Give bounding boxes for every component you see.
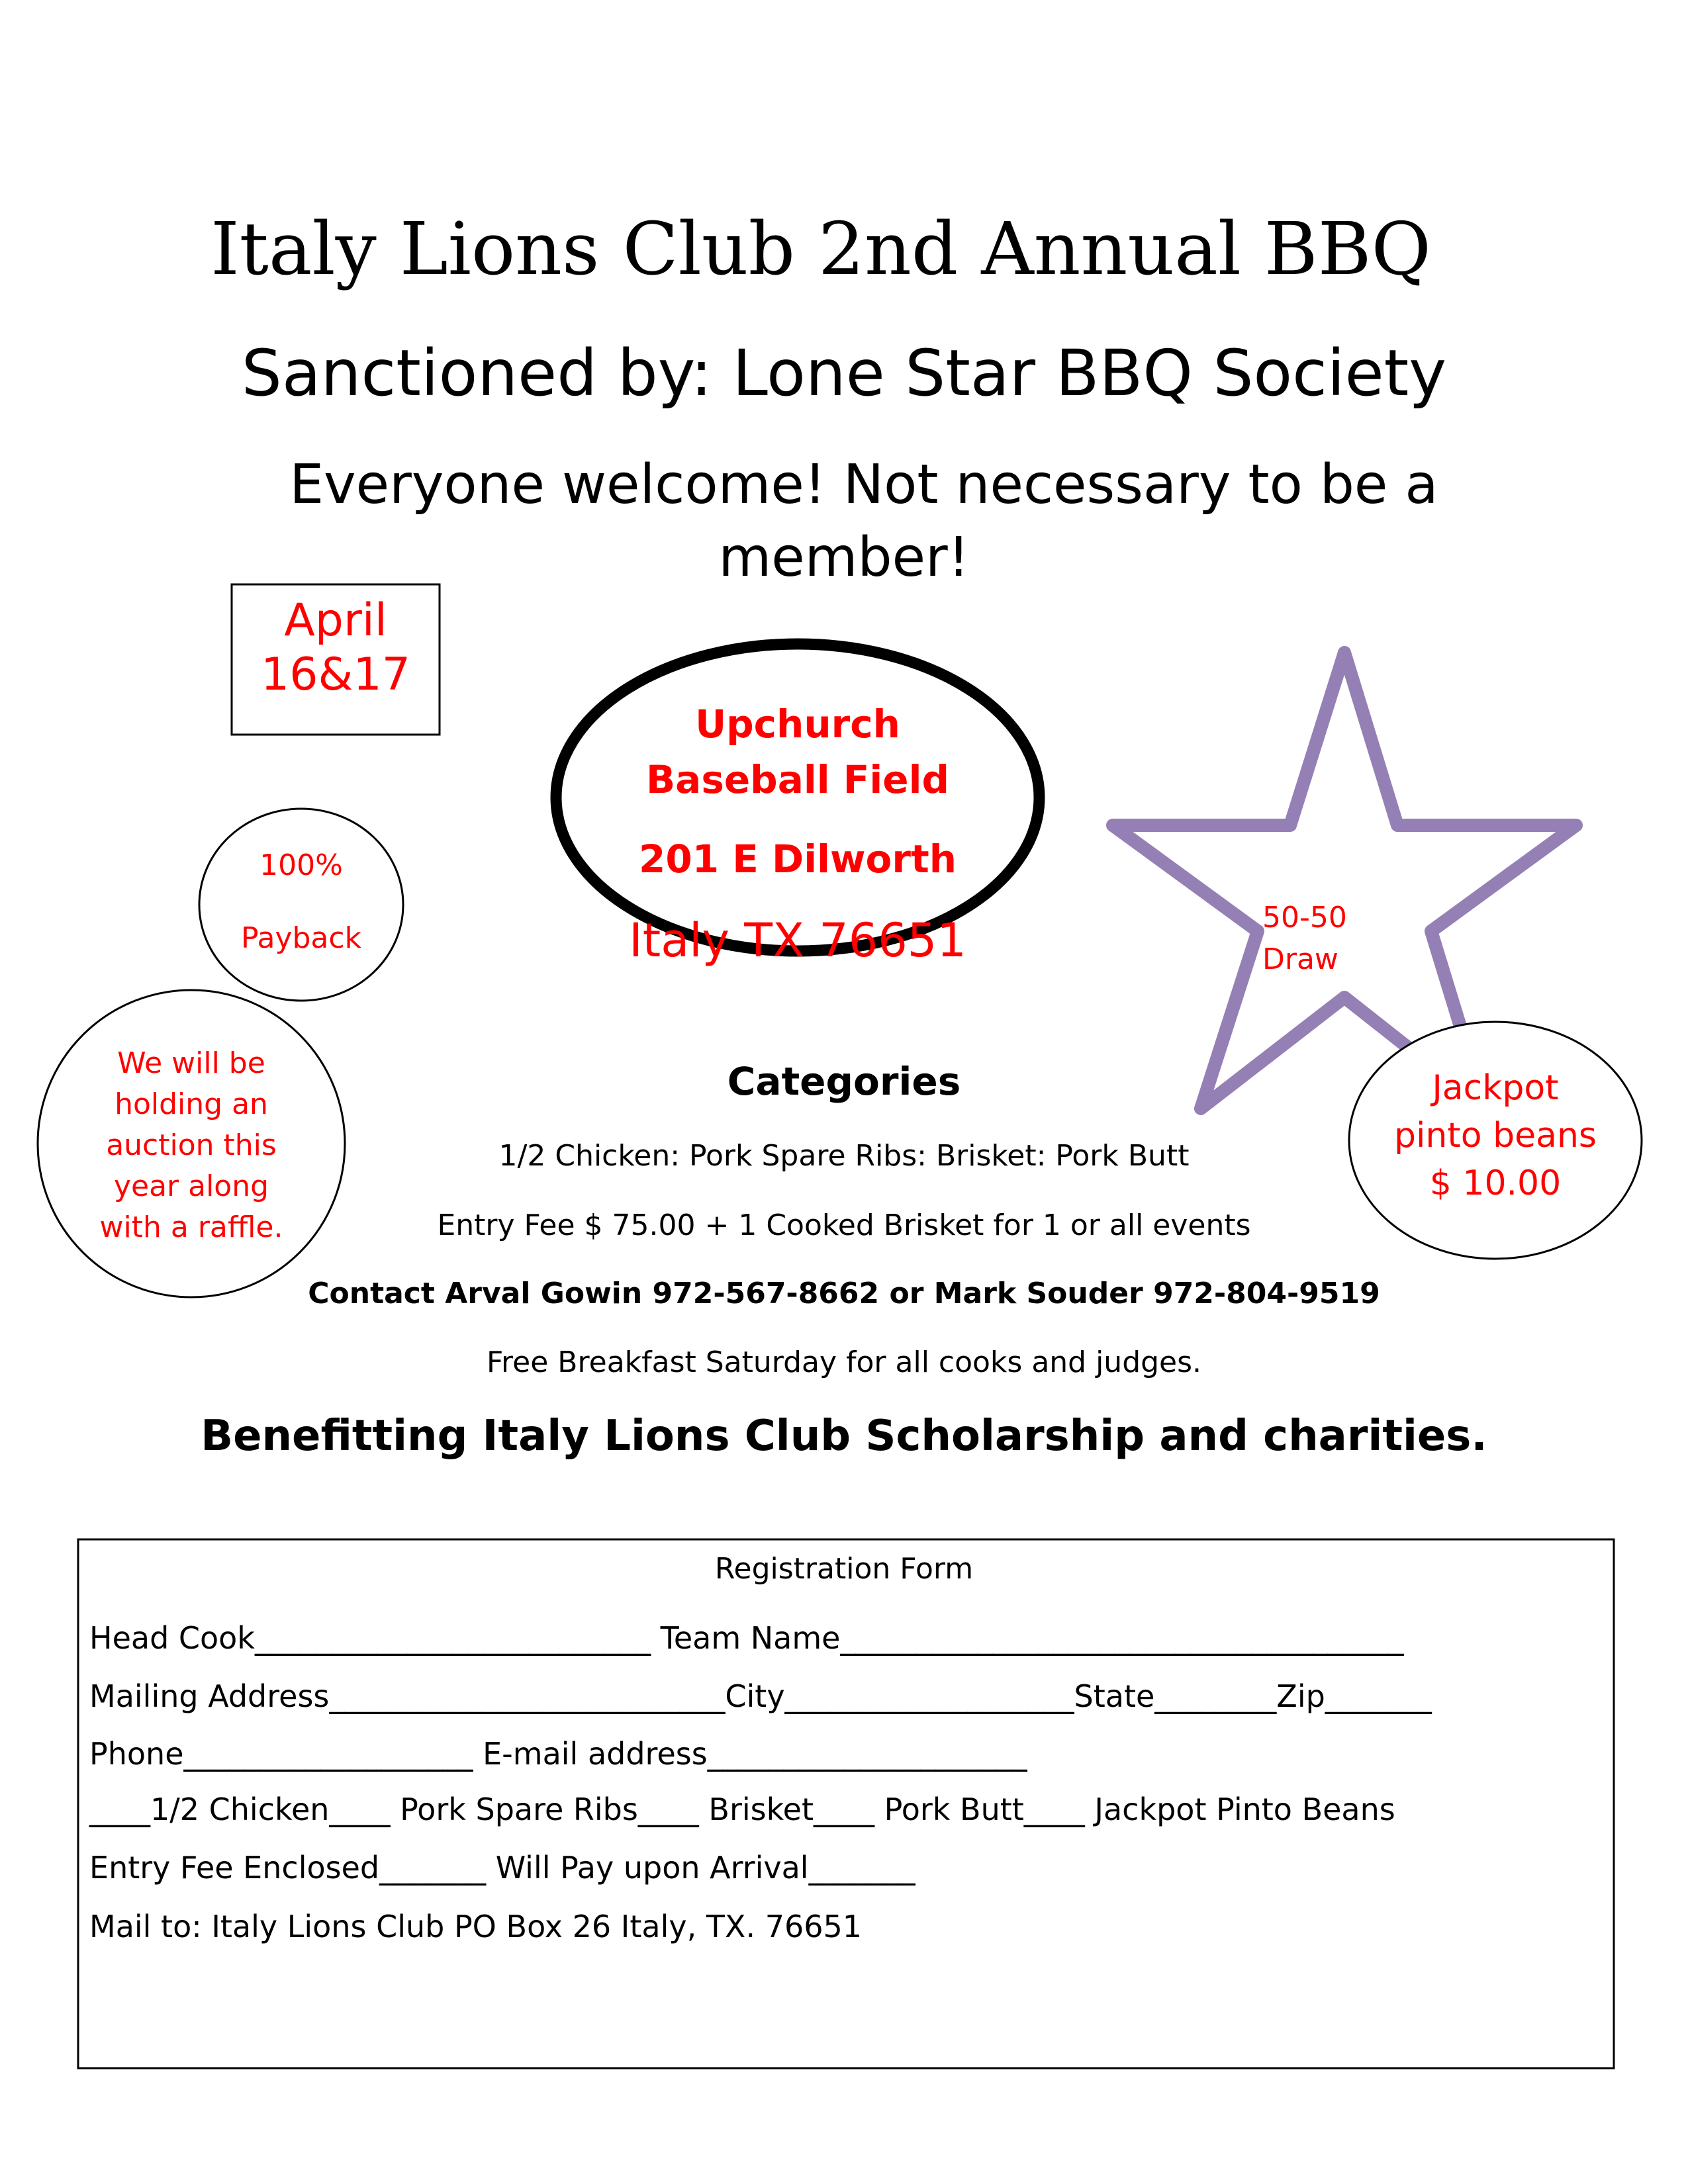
- draw-text: [1262, 897, 1347, 980]
- auction-line: auction this: [106, 1128, 277, 1162]
- benefit-line: Benefitting Italy Lions Club Scholarship and charities.: [201, 1412, 1487, 1461]
- date-days: 16&17: [260, 649, 411, 701]
- location-city: Italy TX 76651: [629, 913, 966, 968]
- auction-line: We will be: [117, 1046, 265, 1080]
- entry-fee: Entry Fee $ 75.00 + 1 Cooked Brisket for 1 or all events: [437, 1208, 1251, 1242]
- welcome-line-1: Everyone welcome! Not necessary to be a: [289, 453, 1438, 516]
- form-category-selection[interactable]: ____1/2 Chicken____ Pork Spare Ribs____ Brisket____ Pork Butt____ Jackpot Pinto Beans: [89, 1792, 1395, 1827]
- contact-info: Contact Arval Gowin 972-567-8662 or Mark Souder 972-804-9519: [308, 1277, 1380, 1310]
- sanction-line: Sanctioned by: Lone Star BBQ Society: [241, 336, 1447, 410]
- location-name-2: Baseball Field: [645, 757, 950, 802]
- page-title: Italy Lions Club 2nd Annual BBQ: [211, 206, 1431, 291]
- welcome-line-2: member!: [718, 526, 970, 589]
- categories-heading: Categories: [727, 1059, 961, 1104]
- categories-list: 1/2 Chicken: Pork Spare Ribs: Brisket: Pork Butt: [498, 1139, 1190, 1173]
- auction-line: year along: [113, 1169, 269, 1203]
- payback-label: Payback: [240, 921, 362, 955]
- form-mailing-address: Mail to: Italy Lions Club PO Box 26 Italy, TX. 76651: [89, 1909, 863, 1944]
- jackpot-line-1: Jackpot: [1432, 1068, 1559, 1108]
- auction-line: holding an: [115, 1087, 268, 1121]
- form-address-city-state-zip[interactable]: Mailing Address__________________________City___________________State________Zip_______: [89, 1678, 1432, 1714]
- jackpot-price: $ 10.00: [1429, 1163, 1562, 1203]
- payback-circle: [199, 809, 403, 1001]
- form-head-cook-team-name[interactable]: Head Cook__________________________ Team Name_____________________________________: [89, 1620, 1404, 1656]
- draw-line-1: 50-50: [1262, 901, 1347, 934]
- form-phone-email[interactable]: Phone___________________ E-mail address_____________________: [89, 1736, 1027, 1772]
- location-street: 201 E Dilworth: [638, 837, 957, 882]
- date-month: April: [284, 594, 387, 647]
- draw-line-2: Draw: [1262, 942, 1338, 976]
- form-payment-options[interactable]: Entry Fee Enclosed_______ Will Pay upon Arrival_______: [89, 1850, 915, 1886]
- auction-line: with a raffle.: [99, 1210, 283, 1244]
- breakfast-note: Free Breakfast Saturday for all cooks and judges.: [486, 1345, 1202, 1379]
- location-name-1: Upchurch: [695, 702, 900, 747]
- payback-percent: 100%: [259, 848, 343, 882]
- jackpot-line-2: pinto beans: [1393, 1116, 1597, 1156]
- registration-form-title: Registration Form: [714, 1552, 974, 1586]
- event-date: [232, 594, 440, 702]
